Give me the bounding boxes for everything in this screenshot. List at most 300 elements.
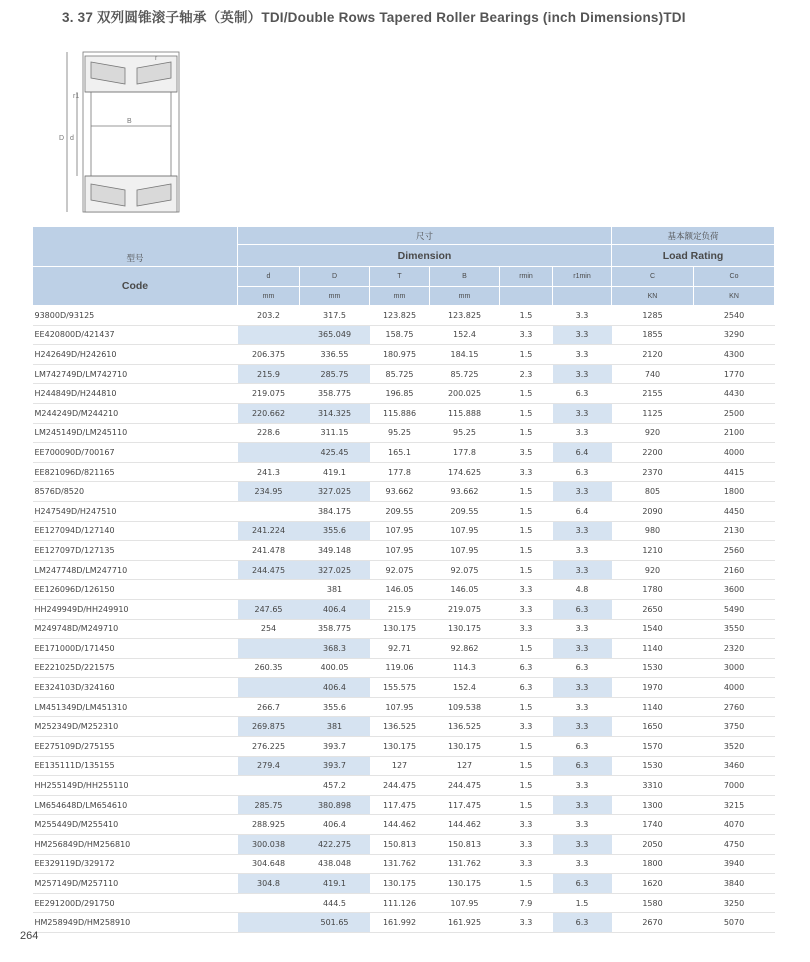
value-cell: 107.95 (430, 521, 500, 541)
value-cell: 114.3 (430, 658, 500, 678)
value-cell: 107.95 (370, 697, 430, 717)
value-cell (238, 501, 300, 521)
value-cell: 3.3 (553, 345, 612, 365)
table-row (33, 619, 775, 639)
value-cell: 180.975 (370, 345, 430, 365)
value-cell: 146.05 (430, 580, 500, 600)
value-cell: 3.3 (500, 325, 553, 345)
value-cell: 358.775 (300, 384, 370, 404)
value-cell: 269.875 (238, 717, 300, 737)
bearing-code-cell: LM245149D/LM245110 (33, 423, 238, 443)
table-row (33, 874, 775, 894)
value-cell: 381 (300, 717, 370, 737)
value-cell: 336.55 (300, 345, 370, 365)
bearing-code-cell: EE127097D/127135 (33, 541, 238, 561)
value-cell: 3.3 (553, 306, 612, 326)
value-cell: 3215 (694, 795, 775, 815)
value-cell: 4450 (694, 501, 775, 521)
value-cell: 400.05 (300, 658, 370, 678)
value-cell: 115.886 (370, 403, 430, 423)
value-cell: 130.175 (370, 874, 430, 894)
diagram-label-d: d (70, 135, 74, 142)
value-cell: 206.375 (238, 345, 300, 365)
page-title: 3. 37 双列圆锥滚子轴承（英制）TDI/Double Rows Tapered Roller Bearings (inch Dimensions)TDI (62, 10, 686, 25)
value-cell: 422.275 (300, 835, 370, 855)
value-cell: 6.3 (553, 384, 612, 404)
value-cell: 2100 (694, 423, 775, 443)
unit-header (500, 287, 553, 306)
col-header: Co (694, 267, 775, 287)
table-row (33, 835, 775, 855)
value-cell: 7000 (694, 776, 775, 796)
value-cell: 393.7 (300, 756, 370, 776)
bearing-code-cell: M244249D/M244210 (33, 403, 238, 423)
bearing-code-cell: EE821096D/821165 (33, 462, 238, 482)
value-cell: 3.3 (500, 815, 553, 835)
value-cell: 3.5 (500, 443, 553, 463)
table-row (33, 854, 775, 874)
header-load-cn: 基本额定负荷 (612, 227, 775, 245)
value-cell: 3.3 (500, 619, 553, 639)
value-cell: 380.898 (300, 795, 370, 815)
value-cell (238, 325, 300, 345)
value-cell: 220.662 (238, 403, 300, 423)
value-cell: 93.662 (370, 482, 430, 502)
value-cell: 4000 (694, 443, 775, 463)
table-row (33, 364, 775, 384)
value-cell: 406.4 (300, 815, 370, 835)
table-row (33, 599, 775, 619)
value-cell: 92.862 (430, 639, 500, 659)
value-cell: 279.4 (238, 756, 300, 776)
value-cell: 1740 (612, 815, 694, 835)
value-cell: 1.5 (500, 345, 553, 365)
value-cell: 130.175 (430, 619, 500, 639)
bearing-code-cell: LM451349D/LM451310 (33, 697, 238, 717)
table-row (33, 756, 775, 776)
value-cell: 311.15 (300, 423, 370, 443)
value-cell: 1770 (694, 364, 775, 384)
value-cell: 2.3 (500, 364, 553, 384)
value-cell: 266.7 (238, 697, 300, 717)
table-row (33, 443, 775, 463)
value-cell: 4.8 (553, 580, 612, 600)
value-cell: 3.3 (553, 697, 612, 717)
value-cell: 6.3 (553, 756, 612, 776)
value-cell: 107.95 (370, 521, 430, 541)
unit-header: KN (694, 287, 775, 306)
bearing-code-cell: 8576D/8520 (33, 482, 238, 502)
bearing-code-cell: 93800D/93125 (33, 306, 238, 326)
value-cell: 117.475 (430, 795, 500, 815)
value-cell: 355.6 (300, 697, 370, 717)
value-cell: 123.825 (430, 306, 500, 326)
value-cell: 300.038 (238, 835, 300, 855)
value-cell: 4000 (694, 678, 775, 698)
bearing-cross-section-diagram (55, 48, 195, 220)
value-cell: 304.8 (238, 874, 300, 894)
value-cell: 95.25 (430, 423, 500, 443)
table-row (33, 541, 775, 561)
value-cell: 152.4 (430, 325, 500, 345)
value-cell: 4430 (694, 384, 775, 404)
value-cell: 2650 (612, 599, 694, 619)
bearing-code-cell: EE275109D/275155 (33, 737, 238, 757)
value-cell: 111.126 (370, 893, 430, 913)
value-cell: 92.71 (370, 639, 430, 659)
value-cell: 1.5 (500, 541, 553, 561)
value-cell: 215.9 (370, 599, 430, 619)
value-cell: 1.5 (500, 423, 553, 443)
col-header: r1min (553, 267, 612, 287)
col-header: C (612, 267, 694, 287)
bearing-code-cell: HM256849D/HM256810 (33, 835, 238, 855)
value-cell: 117.475 (370, 795, 430, 815)
value-cell: 184.15 (430, 345, 500, 365)
value-cell (238, 639, 300, 659)
value-cell: 6.3 (500, 678, 553, 698)
value-cell: 355.6 (300, 521, 370, 541)
table-row (33, 345, 775, 365)
value-cell: 327.025 (300, 560, 370, 580)
value-cell: 6.3 (553, 737, 612, 757)
value-cell: 2200 (612, 443, 694, 463)
value-cell: 150.813 (430, 835, 500, 855)
value-cell: 2320 (694, 639, 775, 659)
bearing-spec-table (32, 226, 775, 933)
value-cell: 425.45 (300, 443, 370, 463)
value-cell: 317.5 (300, 306, 370, 326)
value-cell: 384.175 (300, 501, 370, 521)
col-header: D (300, 267, 370, 287)
value-cell (238, 913, 300, 933)
value-cell: 6.3 (553, 658, 612, 678)
table-row (33, 306, 775, 326)
bearing-code-cell: EE700090D/700167 (33, 443, 238, 463)
value-cell: 146.05 (370, 580, 430, 600)
value-cell: 304.648 (238, 854, 300, 874)
value-cell: 3.3 (553, 423, 612, 443)
value-cell: 3.3 (553, 854, 612, 874)
value-cell: 177.8 (430, 443, 500, 463)
bearing-code-cell: M255449D/M255410 (33, 815, 238, 835)
header-code-en: Code (33, 267, 238, 306)
value-cell: 1530 (612, 756, 694, 776)
value-cell: 158.75 (370, 325, 430, 345)
bearing-code-cell: EE221025D/221575 (33, 658, 238, 678)
value-cell: 381 (300, 580, 370, 600)
value-cell: 1970 (612, 678, 694, 698)
value-cell: 368.3 (300, 639, 370, 659)
value-cell: 1140 (612, 639, 694, 659)
value-cell: 6.3 (553, 599, 612, 619)
bearing-code-cell: EE329119D/329172 (33, 854, 238, 874)
value-cell: 3250 (694, 893, 775, 913)
value-cell: 161.925 (430, 913, 500, 933)
value-cell: 144.462 (430, 815, 500, 835)
table-row (33, 737, 775, 757)
table-row (33, 384, 775, 404)
table-row (33, 325, 775, 345)
bearing-code-cell: LM654648D/LM654610 (33, 795, 238, 815)
value-cell: 3.3 (553, 776, 612, 796)
value-cell: 805 (612, 482, 694, 502)
value-cell: 419.1 (300, 874, 370, 894)
value-cell (238, 443, 300, 463)
value-cell: 1.5 (500, 776, 553, 796)
value-cell: 1530 (612, 658, 694, 678)
value-cell: 1780 (612, 580, 694, 600)
value-cell: 358.775 (300, 619, 370, 639)
value-cell (238, 776, 300, 796)
value-cell: 3.3 (553, 364, 612, 384)
value-cell: 6.4 (553, 443, 612, 463)
bearing-code-cell: HM258949D/HM258910 (33, 913, 238, 933)
value-cell: 1.5 (500, 639, 553, 659)
bearing-code-cell: M249748D/M249710 (33, 619, 238, 639)
col-header: d (238, 267, 300, 287)
value-cell: 152.4 (430, 678, 500, 698)
value-cell: 161.992 (370, 913, 430, 933)
table-row (33, 462, 775, 482)
table-row (33, 678, 775, 698)
value-cell: 393.7 (300, 737, 370, 757)
unit-header: mm (430, 287, 500, 306)
col-header: T (370, 267, 430, 287)
value-cell: 136.525 (370, 717, 430, 737)
value-cell: 3310 (612, 776, 694, 796)
table-row (33, 521, 775, 541)
value-cell: 130.175 (430, 737, 500, 757)
value-cell: 92.075 (370, 560, 430, 580)
value-cell: 501.65 (300, 913, 370, 933)
value-cell: 85.725 (370, 364, 430, 384)
value-cell: 3.3 (553, 619, 612, 639)
value-cell (238, 678, 300, 698)
bearing-code-cell: EE135111D/135155 (33, 756, 238, 776)
value-cell: 254 (238, 619, 300, 639)
bearing-code-cell: LM247748D/LM247710 (33, 560, 238, 580)
value-cell: 1855 (612, 325, 694, 345)
value-cell: 3.3 (500, 913, 553, 933)
value-cell: 6.3 (553, 913, 612, 933)
bearing-code-cell: M252349D/M252310 (33, 717, 238, 737)
header-load-en: Load Rating (612, 245, 775, 267)
value-cell: 234.95 (238, 482, 300, 502)
bearing-code-cell: EE324103D/324160 (33, 678, 238, 698)
value-cell: 177.8 (370, 462, 430, 482)
value-cell: 155.575 (370, 678, 430, 698)
value-cell: 920 (612, 560, 694, 580)
table-row (33, 482, 775, 502)
value-cell: 3.3 (500, 599, 553, 619)
value-cell: 1.5 (500, 501, 553, 521)
value-cell: 4750 (694, 835, 775, 855)
value-cell: 2540 (694, 306, 775, 326)
bearing-code-cell: LM742749D/LM742710 (33, 364, 238, 384)
value-cell: 200.025 (430, 384, 500, 404)
value-cell: 95.25 (370, 423, 430, 443)
table-row (33, 815, 775, 835)
value-cell: 285.75 (300, 364, 370, 384)
value-cell: 2670 (612, 913, 694, 933)
value-cell: 107.95 (430, 541, 500, 561)
value-cell: 131.762 (430, 854, 500, 874)
table-row (33, 913, 775, 933)
value-cell: 3.3 (500, 580, 553, 600)
value-cell: 2090 (612, 501, 694, 521)
value-cell: 1300 (612, 795, 694, 815)
table-row (33, 501, 775, 521)
value-cell: 1210 (612, 541, 694, 561)
value-cell: 5490 (694, 599, 775, 619)
table-row (33, 639, 775, 659)
value-cell: 3.3 (553, 678, 612, 698)
value-cell: 3.3 (553, 815, 612, 835)
value-cell: 196.85 (370, 384, 430, 404)
header-dimension-en: Dimension (238, 245, 612, 267)
value-cell: 241.3 (238, 462, 300, 482)
table-row (33, 403, 775, 423)
value-cell: 4070 (694, 815, 775, 835)
value-cell: 3.3 (553, 521, 612, 541)
col-header: rmin (500, 267, 553, 287)
table-row (33, 893, 775, 913)
value-cell: 3.3 (553, 560, 612, 580)
value-cell: 2760 (694, 697, 775, 717)
value-cell: 1.5 (500, 737, 553, 757)
value-cell: 130.175 (370, 619, 430, 639)
table-row (33, 776, 775, 796)
value-cell: 6.4 (553, 501, 612, 521)
value-cell: 438.048 (300, 854, 370, 874)
value-cell: 1650 (612, 717, 694, 737)
value-cell: 1.5 (500, 697, 553, 717)
value-cell: 3.3 (553, 541, 612, 561)
value-cell: 4300 (694, 345, 775, 365)
value-cell: 209.55 (370, 501, 430, 521)
value-cell: 6.3 (553, 462, 612, 482)
value-cell: 1.5 (500, 795, 553, 815)
value-cell: 4415 (694, 462, 775, 482)
value-cell: 740 (612, 364, 694, 384)
value-cell: 314.325 (300, 403, 370, 423)
value-cell: 1285 (612, 306, 694, 326)
unit-header: KN (612, 287, 694, 306)
value-cell: 92.075 (430, 560, 500, 580)
bearing-code-cell: EE127094D/127140 (33, 521, 238, 541)
value-cell: 349.148 (300, 541, 370, 561)
value-cell: 1800 (694, 482, 775, 502)
value-cell: 3.3 (553, 795, 612, 815)
value-cell: 3.3 (553, 482, 612, 502)
value-cell: 1.5 (500, 384, 553, 404)
value-cell: 215.9 (238, 364, 300, 384)
table-row (33, 423, 775, 443)
value-cell: 1.5 (500, 560, 553, 580)
value-cell: 1800 (612, 854, 694, 874)
value-cell: 5070 (694, 913, 775, 933)
col-header: B (430, 267, 500, 287)
value-cell: 3290 (694, 325, 775, 345)
value-cell: 1.5 (500, 306, 553, 326)
value-cell: 1.5 (500, 756, 553, 776)
diagram-label-B: B (127, 118, 132, 125)
value-cell: 209.55 (430, 501, 500, 521)
bearing-code-cell: HH255149D/HH255110 (33, 776, 238, 796)
value-cell (238, 580, 300, 600)
value-cell: 1.5 (500, 874, 553, 894)
value-cell: 6.3 (500, 658, 553, 678)
value-cell: 3550 (694, 619, 775, 639)
value-cell: 150.813 (370, 835, 430, 855)
value-cell: 244.475 (238, 560, 300, 580)
value-cell: 174.625 (430, 462, 500, 482)
value-cell: 419.1 (300, 462, 370, 482)
value-cell: 1.5 (500, 482, 553, 502)
table-row (33, 717, 775, 737)
value-cell: 980 (612, 521, 694, 541)
bearing-code-cell: EE291200D/291750 (33, 893, 238, 913)
value-cell: 144.462 (370, 815, 430, 835)
value-cell: 3.3 (500, 717, 553, 737)
value-cell: 406.4 (300, 599, 370, 619)
value-cell: 920 (612, 423, 694, 443)
value-cell: 244.475 (370, 776, 430, 796)
value-cell: 1620 (612, 874, 694, 894)
value-cell: 2160 (694, 560, 775, 580)
value-cell: 288.925 (238, 815, 300, 835)
value-cell: 2130 (694, 521, 775, 541)
value-cell: 3000 (694, 658, 775, 678)
value-cell: 109.538 (430, 697, 500, 717)
value-cell: 165.1 (370, 443, 430, 463)
value-cell: 3.3 (553, 717, 612, 737)
value-cell: 2050 (612, 835, 694, 855)
value-cell: 3.3 (500, 835, 553, 855)
value-cell: 1540 (612, 619, 694, 639)
bearing-code-cell: H242649D/H242610 (33, 345, 238, 365)
value-cell: 219.075 (430, 599, 500, 619)
unit-header: mm (238, 287, 300, 306)
diagram-label-D: D (59, 135, 65, 142)
value-cell: 130.175 (370, 737, 430, 757)
value-cell: 3840 (694, 874, 775, 894)
value-cell: 327.025 (300, 482, 370, 502)
bearing-code-cell: H244849D/H244810 (33, 384, 238, 404)
value-cell: 127 (370, 756, 430, 776)
value-cell: 2120 (612, 345, 694, 365)
value-cell: 1570 (612, 737, 694, 757)
bearing-code-cell: H247549D/H247510 (33, 501, 238, 521)
value-cell: 406.4 (300, 678, 370, 698)
value-cell: 203.2 (238, 306, 300, 326)
value-cell: 260.35 (238, 658, 300, 678)
value-cell: 107.95 (430, 893, 500, 913)
value-cell: 123.825 (370, 306, 430, 326)
bearing-code-cell: EE420800D/421437 (33, 325, 238, 345)
value-cell: 3.3 (500, 462, 553, 482)
value-cell: 119.06 (370, 658, 430, 678)
value-cell: 3600 (694, 580, 775, 600)
value-cell: 85.725 (430, 364, 500, 384)
table-row (33, 795, 775, 815)
value-cell: 1140 (612, 697, 694, 717)
unit-header (553, 287, 612, 306)
bearing-code-cell: HH249949D/HH249910 (33, 599, 238, 619)
value-cell: 136.525 (430, 717, 500, 737)
value-cell: 2500 (694, 403, 775, 423)
